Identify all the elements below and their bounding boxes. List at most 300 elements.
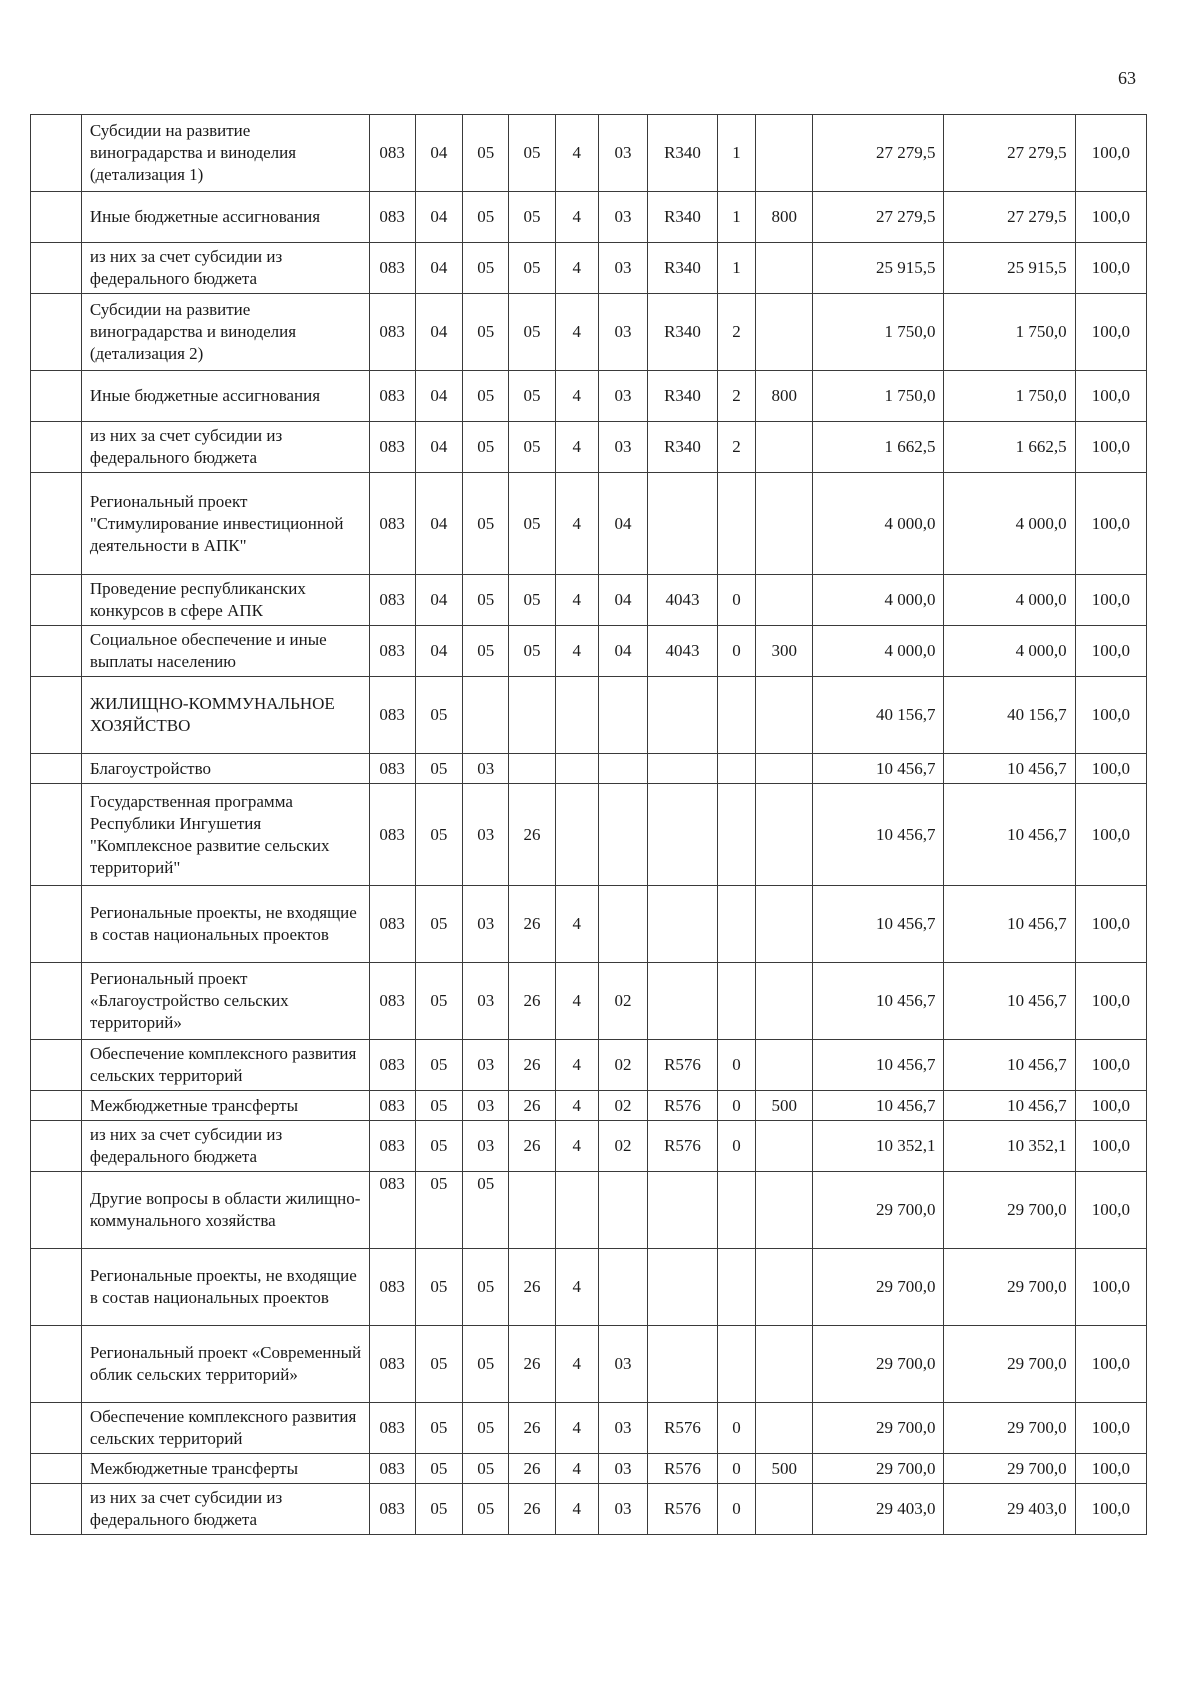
code-admin: 083 bbox=[369, 243, 415, 294]
code-program: 05 bbox=[509, 626, 556, 677]
code-expense-type: 800 bbox=[756, 192, 813, 243]
approved-amount: 27 279,5 bbox=[813, 115, 944, 192]
code-section: 04 bbox=[415, 575, 463, 626]
code-expense-type: 500 bbox=[756, 1454, 813, 1484]
approved-amount: 10 456,7 bbox=[813, 784, 944, 886]
code-section: 05 bbox=[415, 1403, 463, 1454]
execution-percent: 100,0 bbox=[1075, 294, 1146, 371]
code-direction: R340 bbox=[648, 371, 717, 422]
code-direction: R340 bbox=[648, 115, 717, 192]
code-program bbox=[509, 1172, 556, 1249]
code-detail: 1 bbox=[717, 192, 756, 243]
code-type: 4 bbox=[555, 294, 598, 371]
code-admin: 083 bbox=[369, 371, 415, 422]
approved-amount: 10 456,7 bbox=[813, 886, 944, 963]
row-margin-cell bbox=[31, 963, 82, 1040]
code-direction: R576 bbox=[648, 1121, 717, 1172]
code-direction: R576 bbox=[648, 1484, 717, 1535]
code-project: 03 bbox=[598, 1454, 648, 1484]
code-project: 02 bbox=[598, 1040, 648, 1091]
code-admin: 083 bbox=[369, 1249, 415, 1326]
executed-amount: 29 700,0 bbox=[944, 1249, 1075, 1326]
code-subsection: 05 bbox=[463, 575, 509, 626]
code-program: 05 bbox=[509, 192, 556, 243]
table-row bbox=[31, 1040, 1147, 1091]
code-project: 03 bbox=[598, 1326, 648, 1403]
approved-amount: 29 403,0 bbox=[813, 1484, 944, 1535]
code-project: 03 bbox=[598, 422, 648, 473]
code-project: 03 bbox=[598, 1484, 648, 1535]
executed-amount: 4 000,0 bbox=[944, 575, 1075, 626]
table-row bbox=[31, 754, 1147, 784]
code-expense-type bbox=[756, 1249, 813, 1326]
table-body bbox=[31, 115, 1147, 1535]
code-detail bbox=[717, 473, 756, 575]
code-section: 05 bbox=[415, 886, 463, 963]
code-direction bbox=[648, 784, 717, 886]
code-admin: 083 bbox=[369, 1121, 415, 1172]
code-section: 05 bbox=[415, 963, 463, 1040]
approved-amount: 10 352,1 bbox=[813, 1121, 944, 1172]
executed-amount: 29 700,0 bbox=[944, 1403, 1075, 1454]
code-expense-type bbox=[756, 575, 813, 626]
code-direction bbox=[648, 677, 717, 754]
code-type: 4 bbox=[555, 422, 598, 473]
code-project bbox=[598, 886, 648, 963]
code-admin: 083 bbox=[369, 473, 415, 575]
code-project bbox=[598, 754, 648, 784]
code-direction: R576 bbox=[648, 1091, 717, 1121]
code-program: 05 bbox=[509, 115, 556, 192]
executed-amount: 10 456,7 bbox=[944, 754, 1075, 784]
table-row bbox=[31, 784, 1147, 886]
code-section: 04 bbox=[415, 294, 463, 371]
code-admin: 083 bbox=[369, 963, 415, 1040]
code-expense-type bbox=[756, 754, 813, 784]
executed-amount: 29 700,0 bbox=[944, 1172, 1075, 1249]
code-subsection: 03 bbox=[463, 963, 509, 1040]
code-expense-type bbox=[756, 422, 813, 473]
code-detail bbox=[717, 1172, 756, 1249]
table-row bbox=[31, 963, 1147, 1040]
approved-amount: 10 456,7 bbox=[813, 1091, 944, 1121]
execution-percent: 100,0 bbox=[1075, 575, 1146, 626]
code-project: 03 bbox=[598, 192, 648, 243]
table-row bbox=[31, 473, 1147, 575]
table-row bbox=[31, 115, 1147, 192]
code-section: 04 bbox=[415, 115, 463, 192]
row-name: Обеспечение комплексного развития сельских территорий bbox=[81, 1040, 369, 1091]
code-expense-type bbox=[756, 1040, 813, 1091]
table-row bbox=[31, 1454, 1147, 1484]
code-detail: 2 bbox=[717, 371, 756, 422]
code-project: 03 bbox=[598, 1403, 648, 1454]
code-section: 04 bbox=[415, 422, 463, 473]
code-detail bbox=[717, 754, 756, 784]
row-margin-cell bbox=[31, 575, 82, 626]
page-number: 63 bbox=[1118, 68, 1136, 88]
approved-amount: 25 915,5 bbox=[813, 243, 944, 294]
code-type bbox=[555, 1172, 598, 1249]
approved-amount: 29 700,0 bbox=[813, 1454, 944, 1484]
code-admin: 083 bbox=[369, 1040, 415, 1091]
row-name: Иные бюджетные ассигнования bbox=[81, 371, 369, 422]
code-direction: R340 bbox=[648, 294, 717, 371]
code-program: 05 bbox=[509, 473, 556, 575]
table-row bbox=[31, 1249, 1147, 1326]
code-section: 05 bbox=[415, 754, 463, 784]
code-type: 4 bbox=[555, 192, 598, 243]
row-name: Иные бюджетные ассигнования bbox=[81, 192, 369, 243]
row-name: Региональный проект «Современный облик сельских территорий» bbox=[81, 1326, 369, 1403]
row-name: Проведение республиканских конкурсов в сфере АПК bbox=[81, 575, 369, 626]
table-row bbox=[31, 1121, 1147, 1172]
code-type: 4 bbox=[555, 886, 598, 963]
execution-percent: 100,0 bbox=[1075, 754, 1146, 784]
row-margin-cell bbox=[31, 294, 82, 371]
code-subsection: 05 bbox=[463, 422, 509, 473]
approved-amount: 29 700,0 bbox=[813, 1249, 944, 1326]
approved-amount: 40 156,7 bbox=[813, 677, 944, 754]
code-subsection: 03 bbox=[463, 1121, 509, 1172]
code-direction: R340 bbox=[648, 422, 717, 473]
row-name: ЖИЛИЩНО-КОММУНАЛЬНОЕ ХОЗЯЙСТВО bbox=[81, 677, 369, 754]
row-margin-cell bbox=[31, 1249, 82, 1326]
code-section: 05 bbox=[415, 1091, 463, 1121]
code-project bbox=[598, 677, 648, 754]
code-detail: 0 bbox=[717, 1403, 756, 1454]
row-margin-cell bbox=[31, 422, 82, 473]
code-admin: 083 bbox=[369, 1172, 415, 1249]
code-section: 05 bbox=[415, 784, 463, 886]
table-row bbox=[31, 243, 1147, 294]
code-program: 05 bbox=[509, 371, 556, 422]
code-direction: R340 bbox=[648, 243, 717, 294]
code-type: 4 bbox=[555, 1040, 598, 1091]
row-margin-cell bbox=[31, 754, 82, 784]
row-name: Государственная программа Республики Ингушетия "Комплексное развитие сельских территорий" bbox=[81, 784, 369, 886]
executed-amount: 4 000,0 bbox=[944, 626, 1075, 677]
code-program: 26 bbox=[509, 1326, 556, 1403]
code-subsection: 05 bbox=[463, 192, 509, 243]
execution-percent: 100,0 bbox=[1075, 422, 1146, 473]
approved-amount: 1 662,5 bbox=[813, 422, 944, 473]
execution-percent: 100,0 bbox=[1075, 371, 1146, 422]
executed-amount: 1 750,0 bbox=[944, 371, 1075, 422]
code-subsection: 03 bbox=[463, 1091, 509, 1121]
code-program: 05 bbox=[509, 575, 556, 626]
code-expense-type: 800 bbox=[756, 371, 813, 422]
table-row bbox=[31, 575, 1147, 626]
row-name: Обеспечение комплексного развития сельских территорий bbox=[81, 1403, 369, 1454]
code-detail bbox=[717, 1249, 756, 1326]
code-detail: 0 bbox=[717, 1091, 756, 1121]
execution-percent: 100,0 bbox=[1075, 1121, 1146, 1172]
code-admin: 083 bbox=[369, 886, 415, 963]
code-type: 4 bbox=[555, 1454, 598, 1484]
approved-amount: 27 279,5 bbox=[813, 192, 944, 243]
code-project: 04 bbox=[598, 626, 648, 677]
approved-amount: 10 456,7 bbox=[813, 1040, 944, 1091]
code-type bbox=[555, 784, 598, 886]
code-expense-type bbox=[756, 1484, 813, 1535]
code-type: 4 bbox=[555, 1326, 598, 1403]
executed-amount: 10 456,7 bbox=[944, 1091, 1075, 1121]
code-direction bbox=[648, 963, 717, 1040]
code-expense-type bbox=[756, 294, 813, 371]
row-name: Субсидии на развитие виноградарства и виноделия (детализация 1) bbox=[81, 115, 369, 192]
row-margin-cell bbox=[31, 626, 82, 677]
code-subsection: 05 bbox=[463, 1484, 509, 1535]
code-type: 4 bbox=[555, 243, 598, 294]
code-section: 04 bbox=[415, 243, 463, 294]
code-expense-type bbox=[756, 1121, 813, 1172]
code-detail: 0 bbox=[717, 1484, 756, 1535]
row-name: Региональные проекты, не входящие в состав национальных проектов bbox=[81, 886, 369, 963]
table-row bbox=[31, 422, 1147, 473]
code-direction bbox=[648, 1326, 717, 1403]
code-subsection: 05 bbox=[463, 1326, 509, 1403]
code-program: 26 bbox=[509, 1249, 556, 1326]
approved-amount: 1 750,0 bbox=[813, 294, 944, 371]
table-row bbox=[31, 371, 1147, 422]
code-program: 26 bbox=[509, 1454, 556, 1484]
row-margin-cell bbox=[31, 115, 82, 192]
code-program: 26 bbox=[509, 1484, 556, 1535]
code-section: 05 bbox=[415, 1121, 463, 1172]
code-subsection: 05 bbox=[463, 1172, 509, 1249]
approved-amount: 1 750,0 bbox=[813, 371, 944, 422]
code-subsection: 05 bbox=[463, 243, 509, 294]
table-row bbox=[31, 1091, 1147, 1121]
code-expense-type bbox=[756, 1403, 813, 1454]
budget-table bbox=[30, 114, 1147, 1535]
code-detail: 0 bbox=[717, 1040, 756, 1091]
execution-percent: 100,0 bbox=[1075, 1326, 1146, 1403]
code-subsection: 05 bbox=[463, 294, 509, 371]
code-type bbox=[555, 754, 598, 784]
code-project: 02 bbox=[598, 1121, 648, 1172]
code-subsection: 05 bbox=[463, 371, 509, 422]
code-subsection: 05 bbox=[463, 1454, 509, 1484]
code-direction: 4043 bbox=[648, 626, 717, 677]
code-program: 26 bbox=[509, 886, 556, 963]
execution-percent: 100,0 bbox=[1075, 1040, 1146, 1091]
code-project bbox=[598, 784, 648, 886]
row-name: из них за счет субсидии из федерального бюджета bbox=[81, 243, 369, 294]
code-program: 05 bbox=[509, 422, 556, 473]
code-section: 04 bbox=[415, 473, 463, 575]
code-type: 4 bbox=[555, 115, 598, 192]
code-program: 26 bbox=[509, 784, 556, 886]
executed-amount: 10 456,7 bbox=[944, 886, 1075, 963]
approved-amount: 10 456,7 bbox=[813, 754, 944, 784]
code-admin: 083 bbox=[369, 115, 415, 192]
executed-amount: 29 403,0 bbox=[944, 1484, 1075, 1535]
table-row bbox=[31, 1326, 1147, 1403]
code-expense-type bbox=[756, 677, 813, 754]
execution-percent: 100,0 bbox=[1075, 192, 1146, 243]
code-detail bbox=[717, 886, 756, 963]
row-margin-cell bbox=[31, 784, 82, 886]
code-subsection: 05 bbox=[463, 1403, 509, 1454]
table-row bbox=[31, 626, 1147, 677]
code-project bbox=[598, 1172, 648, 1249]
code-detail: 0 bbox=[717, 575, 756, 626]
code-project: 03 bbox=[598, 115, 648, 192]
code-project: 03 bbox=[598, 294, 648, 371]
row-name: из них за счет субсидии из федерального бюджета bbox=[81, 1121, 369, 1172]
execution-percent: 100,0 bbox=[1075, 1172, 1146, 1249]
code-type: 4 bbox=[555, 1403, 598, 1454]
execution-percent: 100,0 bbox=[1075, 1091, 1146, 1121]
executed-amount: 1 662,5 bbox=[944, 422, 1075, 473]
code-expense-type bbox=[756, 1326, 813, 1403]
code-subsection: 05 bbox=[463, 115, 509, 192]
row-margin-cell bbox=[31, 1403, 82, 1454]
row-name: Региональный проект "Стимулирование инвестиционной деятельности в АПК" bbox=[81, 473, 369, 575]
code-type: 4 bbox=[555, 626, 598, 677]
code-type: 4 bbox=[555, 575, 598, 626]
code-direction bbox=[648, 1249, 717, 1326]
code-expense-type bbox=[756, 115, 813, 192]
code-subsection: 03 bbox=[463, 886, 509, 963]
code-subsection: 03 bbox=[463, 1040, 509, 1091]
code-program: 26 bbox=[509, 1091, 556, 1121]
code-direction: R576 bbox=[648, 1040, 717, 1091]
table-row bbox=[31, 886, 1147, 963]
code-detail: 1 bbox=[717, 243, 756, 294]
code-section: 04 bbox=[415, 192, 463, 243]
approved-amount: 4 000,0 bbox=[813, 473, 944, 575]
code-expense-type bbox=[756, 1172, 813, 1249]
code-admin: 083 bbox=[369, 626, 415, 677]
code-section: 04 bbox=[415, 371, 463, 422]
code-project: 04 bbox=[598, 473, 648, 575]
code-admin: 083 bbox=[369, 1454, 415, 1484]
execution-percent: 100,0 bbox=[1075, 1249, 1146, 1326]
code-expense-type bbox=[756, 784, 813, 886]
code-project bbox=[598, 1249, 648, 1326]
execution-percent: 100,0 bbox=[1075, 626, 1146, 677]
row-margin-cell bbox=[31, 886, 82, 963]
code-detail: 1 bbox=[717, 115, 756, 192]
execution-percent: 100,0 bbox=[1075, 1403, 1146, 1454]
row-name: Другие вопросы в области жилищно-коммунального хозяйства bbox=[81, 1172, 369, 1249]
code-type: 4 bbox=[555, 1091, 598, 1121]
code-section: 05 bbox=[415, 1249, 463, 1326]
code-subsection: 03 bbox=[463, 754, 509, 784]
code-admin: 083 bbox=[369, 754, 415, 784]
code-expense-type bbox=[756, 473, 813, 575]
table-row bbox=[31, 1484, 1147, 1535]
execution-percent: 100,0 bbox=[1075, 963, 1146, 1040]
code-program: 26 bbox=[509, 1121, 556, 1172]
execution-percent: 100,0 bbox=[1075, 1484, 1146, 1535]
row-name: Региональные проекты, не входящие в состав национальных проектов bbox=[81, 1249, 369, 1326]
row-margin-cell bbox=[31, 1091, 82, 1121]
approved-amount: 29 700,0 bbox=[813, 1326, 944, 1403]
execution-percent: 100,0 bbox=[1075, 886, 1146, 963]
code-type: 4 bbox=[555, 371, 598, 422]
executed-amount: 10 456,7 bbox=[944, 1040, 1075, 1091]
execution-percent: 100,0 bbox=[1075, 115, 1146, 192]
code-admin: 083 bbox=[369, 1484, 415, 1535]
code-admin: 083 bbox=[369, 1091, 415, 1121]
row-margin-cell bbox=[31, 192, 82, 243]
code-detail bbox=[717, 784, 756, 886]
row-name: Социальное обеспечение и иные выплаты населению bbox=[81, 626, 369, 677]
row-margin-cell bbox=[31, 1484, 82, 1535]
code-section: 04 bbox=[415, 626, 463, 677]
row-margin-cell bbox=[31, 371, 82, 422]
executed-amount: 27 279,5 bbox=[944, 115, 1075, 192]
code-admin: 083 bbox=[369, 192, 415, 243]
code-detail: 2 bbox=[717, 422, 756, 473]
row-name: Региональный проект «Благоустройство сельских территорий» bbox=[81, 963, 369, 1040]
approved-amount: 29 700,0 bbox=[813, 1403, 944, 1454]
code-detail bbox=[717, 963, 756, 1040]
executed-amount: 27 279,5 bbox=[944, 192, 1075, 243]
code-detail bbox=[717, 677, 756, 754]
code-direction: R576 bbox=[648, 1403, 717, 1454]
row-margin-cell bbox=[31, 1040, 82, 1091]
code-subsection bbox=[463, 677, 509, 754]
code-detail: 0 bbox=[717, 1454, 756, 1484]
approved-amount: 4 000,0 bbox=[813, 626, 944, 677]
row-margin-cell bbox=[31, 1326, 82, 1403]
row-margin-cell bbox=[31, 677, 82, 754]
code-admin: 083 bbox=[369, 1403, 415, 1454]
row-margin-cell bbox=[31, 1454, 82, 1484]
code-program bbox=[509, 754, 556, 784]
table-row bbox=[31, 294, 1147, 371]
row-name: Межбюджетные трансферты bbox=[81, 1454, 369, 1484]
code-program: 26 bbox=[509, 1403, 556, 1454]
row-name: Межбюджетные трансферты bbox=[81, 1091, 369, 1121]
execution-percent: 100,0 bbox=[1075, 784, 1146, 886]
approved-amount: 4 000,0 bbox=[813, 575, 944, 626]
code-direction bbox=[648, 754, 717, 784]
code-admin: 083 bbox=[369, 575, 415, 626]
code-section: 05 bbox=[415, 1484, 463, 1535]
execution-percent: 100,0 bbox=[1075, 473, 1146, 575]
code-expense-type bbox=[756, 243, 813, 294]
code-admin: 083 bbox=[369, 1326, 415, 1403]
execution-percent: 100,0 bbox=[1075, 1454, 1146, 1484]
table-row bbox=[31, 192, 1147, 243]
code-project: 03 bbox=[598, 371, 648, 422]
table-row bbox=[31, 1172, 1147, 1249]
code-type: 4 bbox=[555, 1249, 598, 1326]
code-project: 03 bbox=[598, 243, 648, 294]
executed-amount: 40 156,7 bbox=[944, 677, 1075, 754]
code-expense-type: 500 bbox=[756, 1091, 813, 1121]
approved-amount: 10 456,7 bbox=[813, 963, 944, 1040]
code-expense-type bbox=[756, 886, 813, 963]
code-detail: 0 bbox=[717, 626, 756, 677]
code-admin: 083 bbox=[369, 422, 415, 473]
row-name: Субсидии на развитие виноградарства и виноделия (детализация 2) bbox=[81, 294, 369, 371]
row-name: Благоустройство bbox=[81, 754, 369, 784]
code-admin: 083 bbox=[369, 294, 415, 371]
code-admin: 083 bbox=[369, 677, 415, 754]
code-direction: 4043 bbox=[648, 575, 717, 626]
executed-amount: 1 750,0 bbox=[944, 294, 1075, 371]
row-margin-cell bbox=[31, 1121, 82, 1172]
code-direction bbox=[648, 1172, 717, 1249]
code-expense-type bbox=[756, 963, 813, 1040]
